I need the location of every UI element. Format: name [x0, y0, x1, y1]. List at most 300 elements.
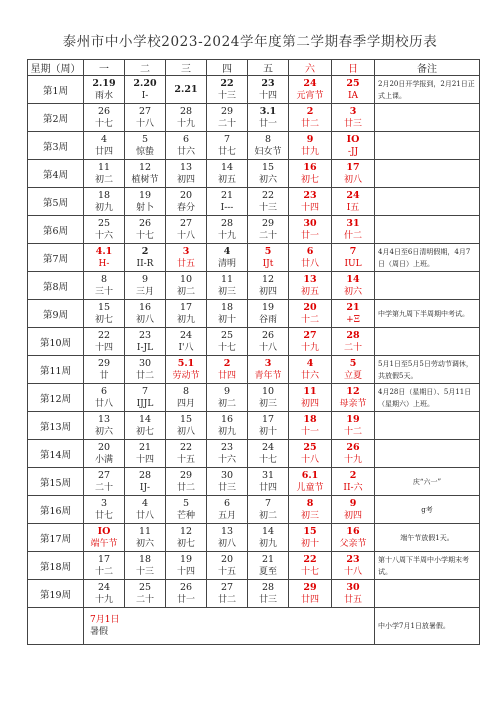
- day-number: 20: [97, 441, 111, 453]
- lunar-label: 廿一: [176, 594, 195, 605]
- day-cell: [84, 412, 125, 440]
- week-row: [28, 160, 480, 188]
- lunar-label: 初五: [300, 286, 319, 297]
- lunar-label: 初七: [135, 426, 154, 437]
- day-cell: [125, 104, 166, 132]
- day-number: 7: [349, 245, 357, 257]
- day-cell: [84, 524, 125, 552]
- day-cell: [332, 440, 375, 468]
- lunar-label: 初三: [258, 398, 277, 409]
- day-number: 9: [223, 385, 231, 397]
- lunar-label: 夏至: [258, 566, 277, 577]
- day-number: 6: [306, 245, 314, 257]
- day-number: 28: [138, 469, 152, 481]
- day-cell: [125, 440, 166, 468]
- lunar-label: 十五: [217, 566, 236, 577]
- note-cell: 中学第九周下半周期中考试。: [375, 300, 480, 328]
- vacation-date: 7月1日: [90, 615, 120, 625]
- lunar-label: 十四: [258, 90, 277, 101]
- day-cell: [332, 272, 375, 300]
- lunar-label: 十二: [343, 426, 362, 437]
- day-number: 27: [97, 469, 111, 481]
- header-row: [28, 60, 480, 76]
- week-label: 第1周: [28, 76, 84, 104]
- lunar-label: 十九: [343, 454, 362, 465]
- day-cell: [84, 356, 125, 384]
- day-cell: [84, 132, 125, 160]
- lunar-label: 小满: [94, 454, 113, 465]
- day-cell: [166, 216, 207, 244]
- day-number: 25: [303, 441, 317, 453]
- day-cell: [289, 132, 332, 160]
- day-number: 6.1: [301, 469, 319, 481]
- day-cell: [289, 104, 332, 132]
- week-row: [28, 440, 480, 468]
- day-number: 22: [97, 329, 111, 341]
- day-number: 2: [223, 357, 231, 369]
- lunar-label: 十四: [176, 566, 195, 577]
- day-number: 9: [349, 497, 357, 509]
- vacation-week-blank: [28, 608, 84, 645]
- day-cell: [248, 384, 289, 412]
- day-cell: [125, 160, 166, 188]
- day-number: 4: [100, 133, 108, 145]
- day-number: 27: [303, 329, 317, 341]
- lunar-label: 十八: [343, 566, 362, 577]
- lunar-label: 芒种: [176, 510, 195, 521]
- day-number: 28: [346, 329, 360, 341]
- day-cell: [166, 104, 207, 132]
- day-number: 11: [138, 525, 152, 537]
- vacation-note: 中小学7月1日放暑假。: [375, 608, 480, 645]
- day-number: 23: [346, 553, 360, 565]
- lunar-label: 十九: [176, 118, 195, 129]
- day-number: 30: [138, 357, 152, 369]
- lunar-label: 初六: [343, 286, 362, 297]
- lunar-label: 初五: [217, 174, 236, 185]
- lunar-label: 十二: [94, 566, 113, 577]
- day-number: IO: [97, 525, 111, 537]
- week-label: 第2周: [28, 104, 84, 132]
- day-number: 12: [346, 385, 360, 397]
- day-cell: [248, 496, 289, 524]
- lunar-label: 初六: [258, 174, 277, 185]
- day-number: 31: [346, 217, 360, 229]
- day-cell: [166, 244, 207, 272]
- day-cell: [84, 272, 125, 300]
- lunar-label: I'八: [178, 342, 194, 353]
- lunar-label: 劳动节: [172, 370, 200, 381]
- lunar-label: 植树节: [131, 174, 159, 185]
- lunar-label: 初四: [176, 174, 195, 185]
- day-number: 19: [261, 301, 275, 313]
- note-cell: 第十八周下半周中小学期末考试。: [375, 552, 480, 580]
- header-sat: 六: [289, 60, 332, 76]
- lunar-label: 初十: [258, 426, 277, 437]
- day-number: 22: [303, 553, 317, 565]
- day-number: 28: [261, 581, 275, 593]
- day-cell: [207, 76, 248, 104]
- day-cell: [289, 272, 332, 300]
- day-cell: [207, 356, 248, 384]
- note-cell: 端午节放假1天。: [375, 524, 480, 552]
- day-cell: [289, 300, 332, 328]
- day-number: 14: [346, 273, 360, 285]
- lunar-label: 十四: [135, 454, 154, 465]
- day-cell: [84, 440, 125, 468]
- lunar-label: 十三: [217, 90, 236, 101]
- lunar-label: 廿四: [94, 146, 113, 157]
- day-cell: [248, 328, 289, 356]
- day-cell: [248, 552, 289, 580]
- lunar-label: 十三: [135, 566, 154, 577]
- day-cell: [125, 188, 166, 216]
- day-cell: [166, 356, 207, 384]
- day-number: 11: [97, 161, 111, 173]
- day-number: 5: [349, 357, 357, 369]
- lunar-label: IJ-: [139, 482, 151, 493]
- day-cell: [332, 496, 375, 524]
- day-number: 28: [179, 105, 193, 117]
- day-cell: [207, 384, 248, 412]
- lunar-label: 初七: [300, 174, 319, 185]
- day-number: 4: [306, 357, 314, 369]
- lunar-label: 二十: [94, 482, 113, 493]
- lunar-label: 初七: [176, 538, 195, 549]
- day-cell: [248, 468, 289, 496]
- lunar-label: 十七: [135, 230, 154, 241]
- day-number: 6: [223, 497, 231, 509]
- day-cell: [84, 300, 125, 328]
- day-number: 14: [261, 525, 275, 537]
- day-number: 3: [100, 497, 108, 509]
- lunar-label: 春分: [176, 202, 195, 213]
- day-cell: [332, 188, 375, 216]
- lunar-label: 初八: [343, 174, 362, 185]
- note-cell: [375, 440, 480, 468]
- lunar-label: 廿三: [258, 594, 277, 605]
- lunar-label: 廿八: [300, 258, 319, 269]
- week-row: [28, 524, 480, 552]
- day-cell: [166, 440, 207, 468]
- day-number: 30: [303, 217, 317, 229]
- day-cell: [125, 76, 166, 104]
- day-number: 10: [261, 385, 275, 397]
- day-cell: [332, 328, 375, 356]
- calendar-table: [27, 59, 480, 645]
- day-cell: [289, 580, 332, 608]
- note-cell: [375, 328, 480, 356]
- day-cell: [248, 356, 289, 384]
- day-number: 25: [346, 77, 360, 89]
- week-row: [28, 76, 480, 104]
- day-cell: [332, 552, 375, 580]
- lunar-label: 廿二: [300, 118, 319, 129]
- lunar-label: 十五: [176, 454, 195, 465]
- day-cell: [207, 580, 248, 608]
- day-cell: [332, 468, 375, 496]
- day-cell: [207, 300, 248, 328]
- lunar-label: IJt: [262, 258, 274, 269]
- lunar-label: 四月: [176, 398, 195, 409]
- lunar-label: 五月: [217, 510, 236, 521]
- day-cell: [332, 104, 375, 132]
- day-cell: [289, 160, 332, 188]
- day-cell: [248, 580, 289, 608]
- lunar-label: 初三: [300, 510, 319, 521]
- day-cell: [166, 76, 207, 104]
- lunar-label: 廿二: [217, 594, 236, 605]
- lunar-label: 廿七: [94, 510, 113, 521]
- day-number: 13: [220, 525, 234, 537]
- day-cell: [332, 300, 375, 328]
- lunar-label: 二十: [217, 118, 236, 129]
- note-cell: [375, 160, 480, 188]
- day-cell: [248, 244, 289, 272]
- lunar-label: 初九: [217, 426, 236, 437]
- day-number: 14: [220, 161, 234, 173]
- lunar-label: 十八: [135, 118, 154, 129]
- lunar-label: 端午节: [90, 538, 118, 549]
- day-cell: [289, 468, 332, 496]
- day-number: 24: [179, 329, 193, 341]
- lunar-label: 廿四: [217, 370, 236, 381]
- lunar-label: 廿六: [176, 146, 195, 157]
- note-cell: 5月1日至5月5日劳动节调休，共放假5天。: [375, 356, 480, 384]
- lunar-label: 十四: [94, 342, 113, 353]
- note-cell: 庆“六一”: [375, 468, 480, 496]
- lunar-label: I-JL: [136, 342, 154, 353]
- note-cell: g考: [375, 496, 480, 524]
- day-number: 22: [220, 77, 234, 89]
- day-cell: [125, 524, 166, 552]
- day-number: 26: [97, 105, 111, 117]
- lunar-label: I五: [346, 202, 360, 213]
- day-number: 21: [346, 301, 360, 313]
- lunar-label: 十一: [300, 426, 319, 437]
- day-number: 5.1: [177, 357, 195, 369]
- lunar-label: 廿四: [300, 594, 319, 605]
- lunar-label: 十九: [300, 342, 319, 353]
- day-cell: [125, 496, 166, 524]
- day-number: 23: [138, 329, 152, 341]
- lunar-label: 十八: [258, 342, 277, 353]
- lunar-label: 廿六: [300, 370, 319, 381]
- day-number: 6: [100, 385, 108, 397]
- day-cell: [332, 132, 375, 160]
- day-number: 29: [97, 357, 111, 369]
- note-cell: [375, 272, 480, 300]
- week-label: 第7周: [28, 244, 84, 272]
- day-number: 3: [182, 245, 190, 257]
- week-row: [28, 580, 480, 608]
- day-number: 24: [303, 77, 317, 89]
- lunar-label: 廿一: [300, 230, 319, 241]
- day-number: 29: [261, 217, 275, 229]
- day-cell: [332, 160, 375, 188]
- day-cell: [332, 216, 375, 244]
- lunar-label: 十六: [217, 454, 236, 465]
- lunar-label: 三十: [94, 286, 113, 297]
- day-number: 19: [138, 189, 152, 201]
- day-number: 18: [138, 553, 152, 565]
- day-cell: [84, 580, 125, 608]
- lunar-label: 什二: [343, 230, 362, 241]
- day-cell: [332, 244, 375, 272]
- day-cell: [166, 272, 207, 300]
- day-cell: [84, 188, 125, 216]
- day-number: 18: [303, 413, 317, 425]
- note-cell: 4月4日至6日清明假期，4月7日（周日）上班。: [375, 244, 480, 272]
- lunar-label: 初九: [94, 202, 113, 213]
- day-cell: [84, 160, 125, 188]
- day-number: 29: [303, 581, 317, 593]
- lunar-label: 初二: [258, 510, 277, 521]
- day-number: 12: [179, 525, 193, 537]
- day-cell: [125, 328, 166, 356]
- day-number: 20: [220, 553, 234, 565]
- day-number: 3: [349, 105, 357, 117]
- lunar-label: -JJ: [347, 146, 359, 157]
- day-number: 2.21: [174, 83, 198, 95]
- lunar-label: 廿三: [217, 482, 236, 493]
- day-cell: [207, 496, 248, 524]
- lunar-label: 十八: [300, 454, 319, 465]
- day-number: 18: [220, 301, 234, 313]
- day-number: 6: [182, 133, 190, 145]
- lunar-label: 谷雨: [258, 314, 277, 325]
- week-label: 第13周: [28, 412, 84, 440]
- lunar-label: H-: [98, 258, 110, 269]
- lunar-label: 十九: [217, 230, 236, 241]
- day-cell: [166, 412, 207, 440]
- lunar-label: 初八: [135, 314, 154, 325]
- lunar-label: 初七: [94, 314, 113, 325]
- lunar-label: 初九: [258, 538, 277, 549]
- day-cell: [84, 496, 125, 524]
- day-cell: [207, 552, 248, 580]
- day-number: 19: [179, 553, 193, 565]
- day-cell: [248, 216, 289, 244]
- day-cell: [84, 552, 125, 580]
- day-cell: [125, 580, 166, 608]
- week-row: [28, 104, 480, 132]
- day-number: 13: [179, 161, 193, 173]
- day-cell: [166, 552, 207, 580]
- day-number: 26: [138, 217, 152, 229]
- day-cell: [248, 524, 289, 552]
- day-number: 8: [264, 133, 272, 145]
- day-cell: [289, 552, 332, 580]
- day-cell: [289, 244, 332, 272]
- header-thu: 四: [207, 60, 248, 76]
- day-cell: [289, 328, 332, 356]
- lunar-label: 二十: [258, 230, 277, 241]
- note-cell: [375, 132, 480, 160]
- day-number: 19: [346, 413, 360, 425]
- day-number: 16: [303, 161, 317, 173]
- day-cell: [166, 328, 207, 356]
- week-label: 第5周: [28, 188, 84, 216]
- header-week: 星期（周）: [28, 60, 84, 76]
- lunar-label: IA: [347, 90, 359, 101]
- day-number: 2.20: [133, 77, 157, 89]
- day-number: 26: [346, 441, 360, 453]
- header-wed: 三: [166, 60, 207, 76]
- day-number: 4: [141, 497, 149, 509]
- day-number: 25: [97, 217, 111, 229]
- week-label: 第4周: [28, 160, 84, 188]
- week-row: [28, 356, 480, 384]
- lunar-label: 十七: [94, 118, 113, 129]
- lunar-label: +Ξ: [346, 314, 360, 325]
- day-number: 26: [261, 329, 275, 341]
- lunar-label: 廿二: [176, 482, 195, 493]
- day-cell: [289, 412, 332, 440]
- day-number: 13: [97, 413, 111, 425]
- day-number: 2: [349, 469, 357, 481]
- note-cell: [375, 188, 480, 216]
- day-cell: [332, 356, 375, 384]
- lunar-label: 廿七: [217, 146, 236, 157]
- day-number: 3.1: [259, 105, 277, 117]
- day-number: 7: [141, 385, 149, 397]
- lunar-label: 二十: [343, 342, 362, 353]
- week-row: [28, 384, 480, 412]
- day-cell: [332, 580, 375, 608]
- day-number: 15: [179, 413, 193, 425]
- lunar-label: 十三: [258, 202, 277, 213]
- day-number: 25: [138, 581, 152, 593]
- lunar-label: 廿二: [135, 370, 154, 381]
- day-number: 27: [220, 581, 234, 593]
- day-number: 7: [264, 497, 272, 509]
- day-cell: [207, 412, 248, 440]
- day-number: 11: [220, 273, 234, 285]
- header-sun: 日: [332, 60, 375, 76]
- note-cell: [375, 104, 480, 132]
- day-number: 9: [141, 273, 149, 285]
- lunar-label: 惊蛰: [135, 146, 154, 157]
- day-cell: [332, 76, 375, 104]
- day-number: 29: [220, 105, 234, 117]
- lunar-label: 廿八: [94, 398, 113, 409]
- day-cell: [248, 188, 289, 216]
- day-cell: [289, 356, 332, 384]
- day-number: 13: [303, 273, 317, 285]
- day-number: 16: [138, 301, 152, 313]
- lunar-label: 十七: [258, 454, 277, 465]
- day-number: 15: [303, 525, 317, 537]
- lunar-label: IJJL: [136, 398, 154, 409]
- day-cell: [332, 524, 375, 552]
- vacation-cell: [84, 608, 375, 645]
- day-number: 2: [141, 245, 149, 257]
- day-number: 30: [220, 469, 234, 481]
- day-cell: [289, 384, 332, 412]
- week-row: [28, 188, 480, 216]
- week-row: [28, 244, 480, 272]
- lunar-label: 儿童节: [296, 482, 324, 493]
- day-number: 4: [223, 245, 231, 257]
- lunar-label: IUL: [344, 258, 362, 269]
- day-number: 3: [264, 357, 272, 369]
- week-label: 第19周: [28, 580, 84, 608]
- day-number: 5: [141, 133, 149, 145]
- day-number: 17: [97, 553, 111, 565]
- day-cell: [207, 524, 248, 552]
- day-number: 24: [346, 189, 360, 201]
